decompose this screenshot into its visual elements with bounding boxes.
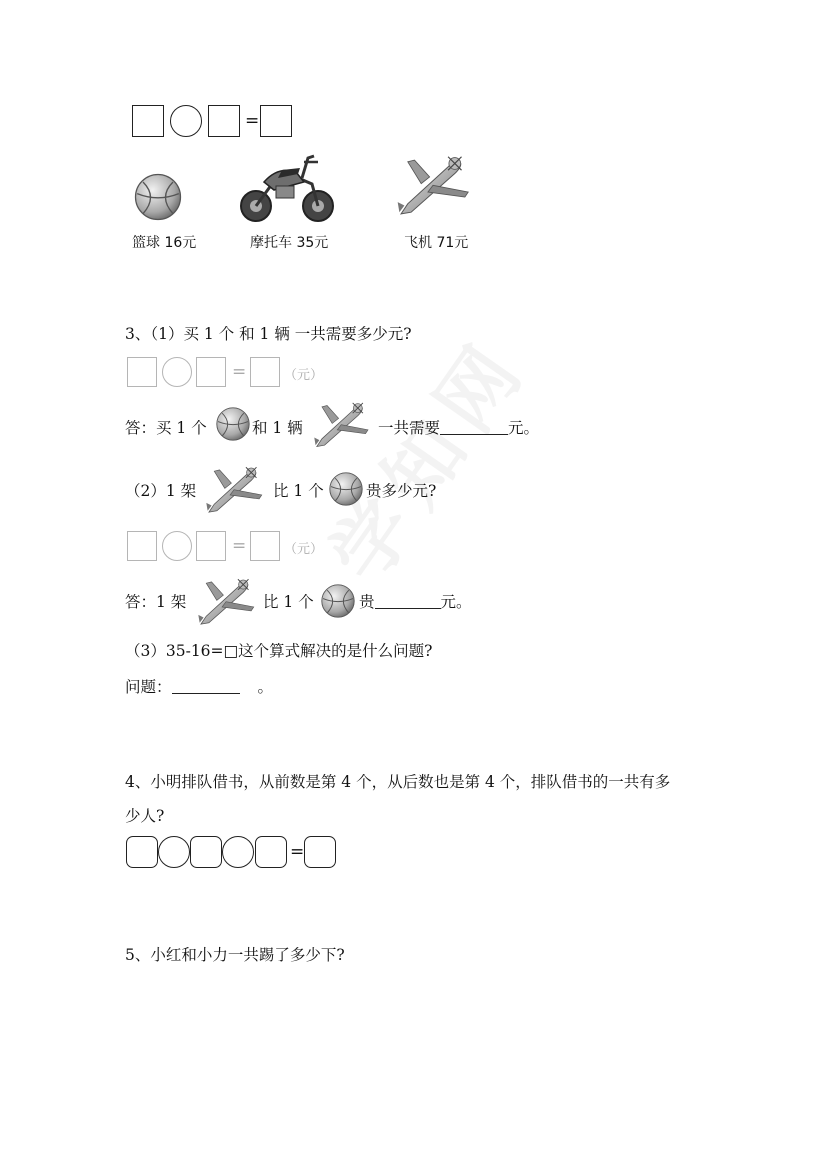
result-box[interactable] [260,105,292,137]
question-text: （1）买 1 个 和 1 辆 一共需要多少元? [150,325,412,343]
answer-box[interactable] [190,836,222,868]
motorcycle-image [238,148,338,224]
answer-box[interactable] [255,836,287,868]
answer-text-segment: 贵 [359,593,375,611]
answer-text: 和 1 辆 [252,419,303,437]
basketball-image [131,172,185,222]
question-number: 3、 [125,325,151,343]
operator-circle[interactable] [222,836,254,868]
unit-label: （元） [284,542,324,557]
q4-prompt-line2: 少人? [125,807,165,825]
operator-circle[interactable] [162,357,192,387]
airplane-image [396,152,480,222]
q3-part3-prompt: （3）35-16=□这个算式解决的是什么问题? [125,642,433,660]
item-price: 35元 [296,235,329,251]
airplane-image [313,400,377,452]
answer-blank[interactable] [440,418,508,435]
equals-sign: = [232,362,247,382]
result-box[interactable] [250,357,280,387]
answer-box[interactable] [132,105,164,137]
basketball-image [215,406,251,442]
basketball-image [328,471,364,507]
unit-label: （元） [284,368,324,383]
airplane-image [205,464,271,518]
equals-sign: = [232,536,247,556]
answer-text-segment: 。 [257,678,274,696]
q3-part1-prompt [125,324,412,344]
answer-text: 答：买 1 个 [125,419,207,437]
result-box[interactable] [304,836,336,868]
answer-text-segment: 一共需要 [378,419,441,437]
answer-box[interactable] [196,357,226,387]
answer-text [359,592,472,612]
answer-text: 比 1 个 [263,593,314,611]
result-box[interactable] [250,531,280,561]
operator-circle[interactable] [158,836,190,868]
answer-blank[interactable] [172,677,240,694]
item-price: 16元 [164,235,197,251]
equals-sign: = [245,111,260,131]
question-text: 贵多少元? [366,482,437,500]
question-text: （2）1 架 [125,482,197,500]
answer-box[interactable] [208,105,240,137]
item-name: 摩托车 [250,235,292,251]
answer-text: 答：1 架 [125,593,187,611]
q5-prompt: 5、小红和小力一共踢了多少下? [125,946,345,964]
answer-box[interactable] [126,836,158,868]
answer-box[interactable] [127,531,157,561]
operator-circle[interactable] [170,105,202,137]
answer-box[interactable] [127,357,157,387]
item-name: 篮球 [132,235,160,251]
item-name: 飞机 [404,235,432,251]
question-text: 比 1 个 [273,482,324,500]
operator-circle[interactable] [162,531,192,561]
q3-part3-answer [125,677,273,697]
item-price: 71元 [436,235,469,251]
answer-blank[interactable] [375,592,441,609]
equals-sign: = [290,842,305,862]
answer-text-segment: 元。 [440,593,472,611]
answer-box[interactable] [196,531,226,561]
basketball-image [320,583,356,619]
answer-text [378,418,539,438]
answer-text-segment: 问题： [125,678,172,696]
answer-text-segment: 元。 [508,419,540,437]
airplane-image [197,576,263,630]
q4-prompt-line1: 4、小明排队借书，从前数是第 4 个，从后数也是第 4 个，排队借书的一共有多 [125,773,671,791]
